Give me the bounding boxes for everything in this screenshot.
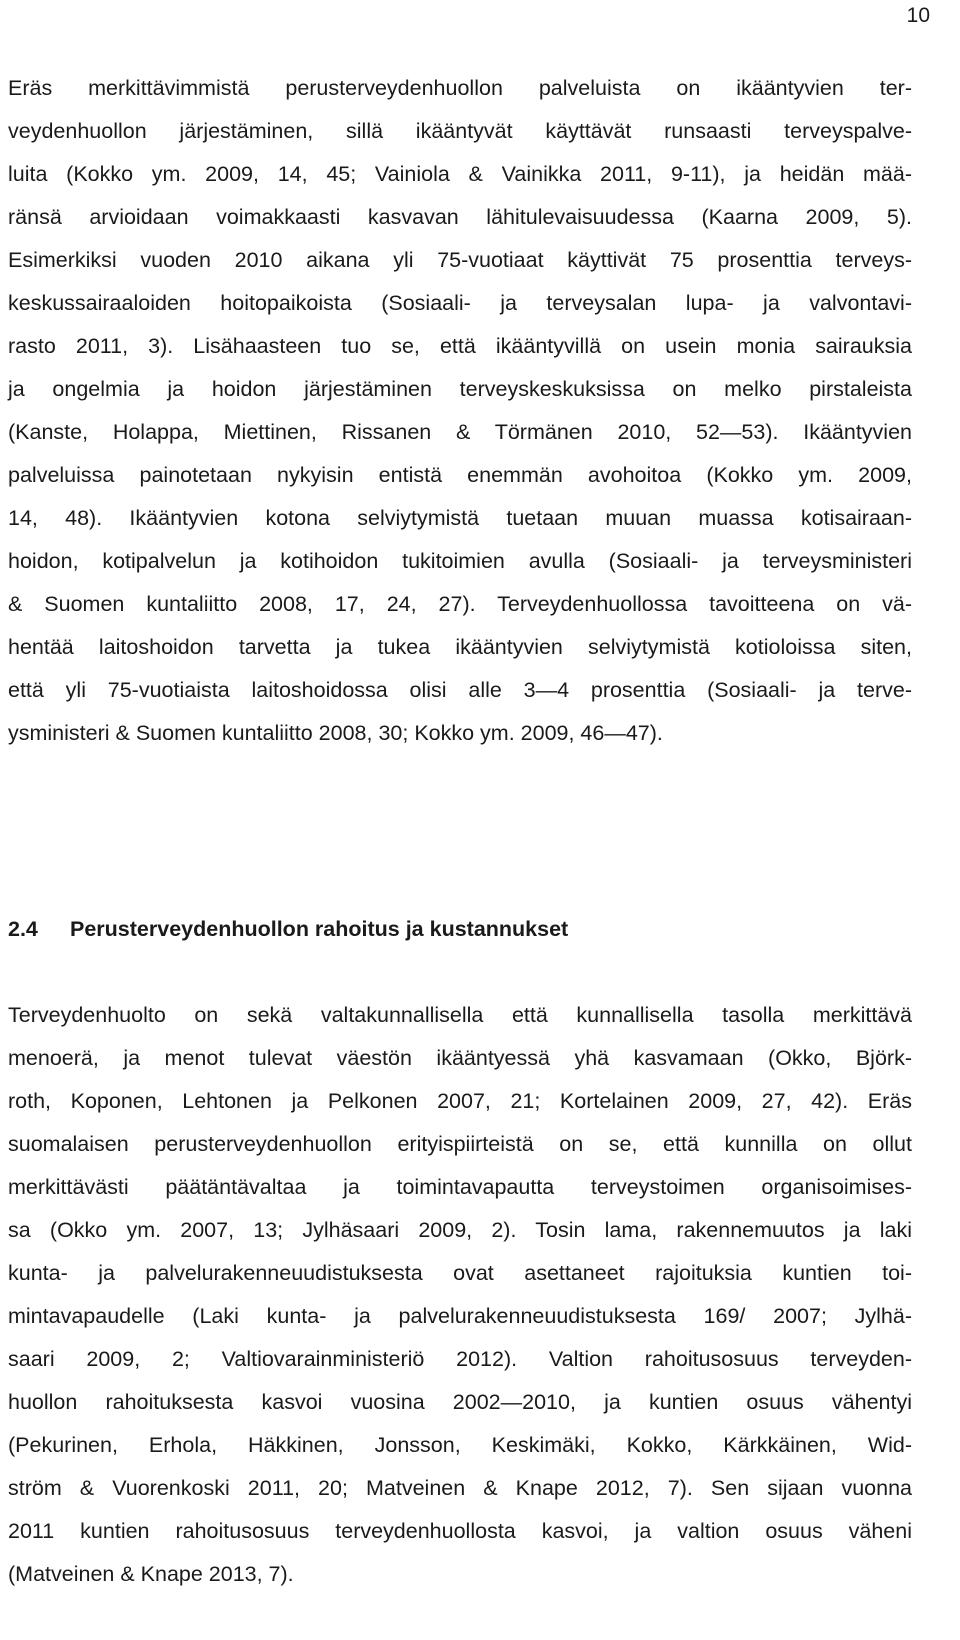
text-line: 2011 kuntien rahoitusosuus terveydenhuollosta kasvoi, ja valtion osuus väheni	[8, 1519, 912, 1543]
section-heading	[8, 915, 568, 943]
page-number: 10	[906, 4, 930, 27]
text-line: hentää laitoshoidon tarvetta ja tukea ikääntyvien selviytymistä kotioloissa siten,	[8, 635, 912, 659]
text-line: roth, Koponen, Lehtonen ja Pelkonen 2007, 21; Kortelainen 2009, 27, 42). Eräs	[8, 1089, 912, 1113]
section-number: 2.4	[8, 917, 38, 941]
text-line: keskussairaaloiden hoitopaikoista (Sosiaali- ja terveysalan lupa- ja valvontavi-	[8, 291, 912, 315]
text-line: että yli 75-vuotiaista laitoshoidossa olisi alle 3—4 prosenttia (Sosiaali- ja terve-	[8, 678, 912, 702]
text-line: huollon rahoituksesta kasvoi vuosina 2002—2010, ja kuntien osuus vähentyi	[8, 1390, 912, 1414]
text-line: Terveydenhuolto on sekä valtakunnallisella että kunnallisella tasolla merkittävä	[8, 1003, 912, 1027]
text-line: suomalaisen perusterveydenhuollon erityispiirteistä on se, että kunnilla on ollut	[8, 1132, 912, 1156]
text-line: sa (Okko ym. 2007, 13; Jylhäsaari 2009, 2). Tosin lama, rakennemuutos ja laki	[8, 1218, 912, 1242]
text-line: & Suomen kuntaliitto 2008, 17, 24, 27). Terveydenhuollossa tavoitteena on vä-	[8, 592, 912, 616]
text-line: 14, 48). Ikääntyvien kotona selviytymistä tuetaan muuan muassa kotisairaan-	[8, 506, 912, 530]
text-line: menoerä, ja menot tulevat väestön ikääntyessä yhä kasvamaan (Okko, Björk-	[8, 1046, 912, 1070]
text-line: Eräs merkittävimmistä perusterveydenhuollon palveluista on ikääntyvien ter-	[8, 76, 912, 100]
text-line: (Matveinen & Knape 2013, 7).	[8, 1562, 294, 1586]
text-line: Esimerkiksi vuoden 2010 aikana yli 75-vuotiaat käyttivät 75 prosenttia terveys-	[8, 248, 912, 272]
text-line: palveluissa painotetaan nykyisin entistä enemmän avohoitoa (Kokko ym. 2009,	[8, 463, 912, 487]
text-line: (Pekurinen, Erhola, Häkkinen, Jonsson, Keskimäki, Kokko, Kärkkäinen, Wid-	[8, 1433, 912, 1457]
text-line: (Kanste, Holappa, Miettinen, Rissanen & Törmänen 2010, 52—53). Ikääntyvien	[8, 420, 912, 444]
text-line: ysministeri & Suomen kuntaliitto 2008, 30; Kokko ym. 2009, 46—47).	[8, 721, 663, 745]
text-line: luita (Kokko ym. 2009, 14, 45; Vainiola & Vainikka 2011, 9-11), ja heidän mää-	[8, 162, 912, 186]
text-line: mintavapaudelle (Laki kunta- ja palvelurakenneuudistuksesta 169/ 2007; Jylhä-	[8, 1304, 912, 1328]
text-line: ström & Vuorenkoski 2011, 20; Matveinen & Knape 2012, 7). Sen sijaan vuonna	[8, 1476, 912, 1500]
text-line: saari 2009, 2; Valtiovarainministeriö 2012). Valtion rahoitusosuus terveyden-	[8, 1347, 912, 1371]
text-line: hoidon, kotipalvelun ja kotihoidon tukitoimien avulla (Sosiaali- ja terveysministeri	[8, 549, 912, 573]
text-line: veydenhuollon järjestäminen, sillä ikääntyvät käyttävät runsaasti terveyspalve-	[8, 119, 912, 143]
text-line: rasto 2011, 3). Lisähaasteen tuo se, että ikääntyvillä on usein monia sairauksia	[8, 334, 912, 358]
text-line: kunta- ja palvelurakenneuudistuksesta ovat asettaneet rajoituksia kuntien toi-	[8, 1261, 912, 1285]
text-line: merkittävästi päätäntävaltaa ja toimintavapautta terveystoimen organisoimises-	[8, 1175, 912, 1199]
text-line: ränsä arvioidaan voimakkaasti kasvavan lähitulevaisuudessa (Kaarna 2009, 5).	[8, 205, 912, 229]
text-line: ja ongelmia ja hoidon järjestäminen terveyskeskuksissa on melko pirstaleista	[8, 377, 912, 401]
section-title: Perusterveydenhuollon rahoitus ja kustannukset	[70, 917, 569, 941]
